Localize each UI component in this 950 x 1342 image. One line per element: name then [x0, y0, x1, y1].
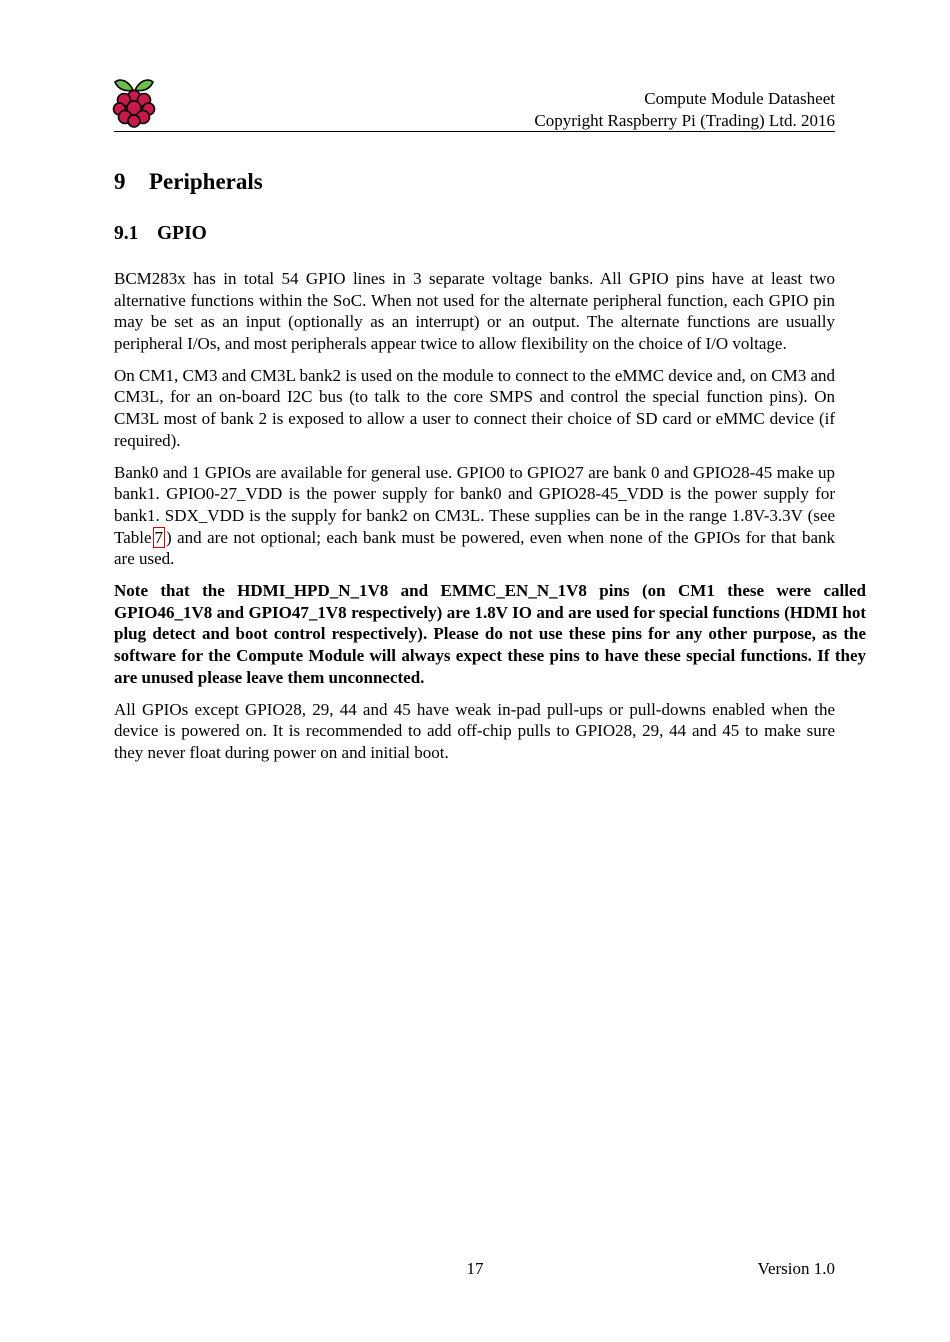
section-number: 9: [114, 169, 126, 194]
body-text: [114, 268, 866, 774]
header-divider: [114, 131, 835, 132]
document-version: Version 1.0: [757, 1259, 835, 1278]
paragraph-pull-ups: All GPIOs except GPIO28, 29, 44 and 45 have weak in-pad pull-ups or pull-downs enabled when the device is powered on. It is recommended to add off-chip pulls to GPIO28, 29, 44 and 45 to make sure they never float during power on and initial boot.: [114, 699, 835, 762]
page-header: [534, 88, 835, 132]
header-copyright: Copyright Raspberry Pi (Trading) Ltd. 2016: [534, 111, 835, 130]
paragraph-special-pins-note: Note that the HDMI_HPD_N_1V8 and EMMC_EN_N_1V8 pins (on CM1 these were called GPIO46_1V8 and GPIO47_1V8 respectively) are 1.8V IO and are used for special functions (HDMI hot plug detect and boot control respectively). Please do not use these pins for any other purpose, as the software for the Compute Module will always expect these pins to have these special functions. If they are unused please leave them unconnected.: [114, 581, 866, 687]
subsection-title: GPIO: [157, 223, 207, 244]
table-reference-link[interactable]: 7: [154, 527, 164, 547]
subsection-number: 9.1: [114, 223, 139, 244]
paragraph-power-supplies: [114, 462, 835, 570]
paragraph-power-supplies-end: ) and are not optional; each bank must be powered, even when none of the GPIOs for that bank are used.: [114, 527, 835, 569]
paragraph-power-supplies-start: Bank0 and 1 GPIOs are available for general use. GPIO0 to GPIO27 are bank 0 and GPIO28-45 make up bank1. GPIO0-27_VDD is the power supply for bank0 and GPIO28-45_VDD is the power supply for bank1. SDX_VDD is the supply for bank2 on CM3L. These supplies can be in the range 1.8V-3.3V (see Table: [114, 462, 835, 547]
section-heading: [114, 168, 263, 196]
paragraph-gpio-overview: BCM283x has in total 54 GPIO lines in 3 separate voltage banks. All GPIO pins have at least two alternative functions within the SoC. When not used for the alternate peripheral function, each GPIO pin may be set as an input (optionally as an interrupt) or an output. The alternate functions are usually peripheral I/Os, and most peripherals appear twice to allow flexibility on the choice of I/O voltage.: [114, 269, 835, 353]
section-title: Peripherals: [149, 169, 263, 194]
header-title: Compute Module Datasheet: [644, 89, 835, 108]
subsection-heading: [114, 222, 207, 246]
paragraph-bank2: On CM1, CM3 and CM3L bank2 is used on the module to connect to the eMMC device and, on CM3 and CM3L, for an on-board I2C bus (to talk to the core SMPS and control the special function pins). On CM3L most of bank 2 is exposed to allow a user to connect their choice of SD card or eMMC device (if required).: [114, 365, 835, 450]
raspberry-pi-logo-icon: [112, 76, 156, 128]
page-number: 17: [466, 1259, 484, 1278]
